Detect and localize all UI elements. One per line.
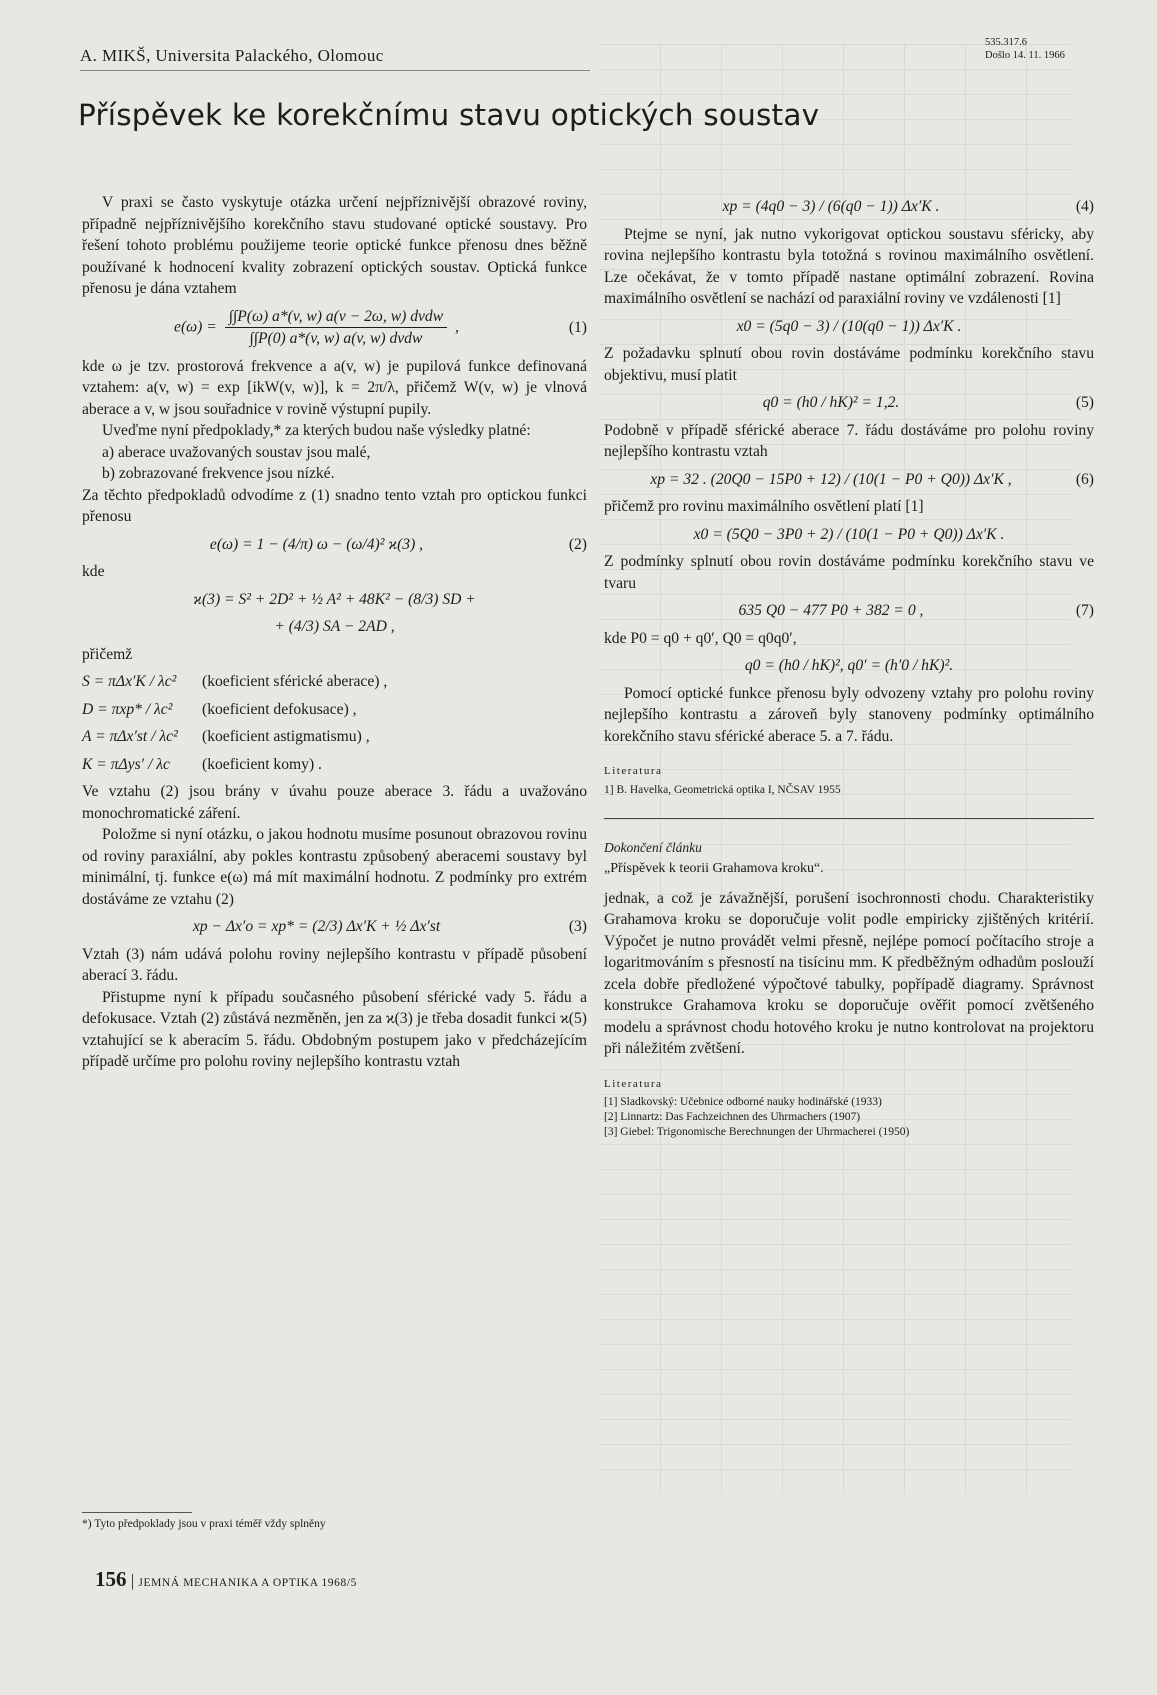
- equation-x0: [604, 316, 1094, 338]
- eq4-number: (4): [1075, 198, 1094, 215]
- definition-row: [82, 699, 587, 721]
- equation-5: [604, 392, 1094, 414]
- paragraph: Za těchto předpokladů odvodíme z (1) snadno tento vztah pro optickou funkci přenosu: [82, 486, 587, 525]
- journal-name: JEMNÁ MECHANIKA A OPTIKA 1968/5: [138, 1577, 357, 1589]
- eq3-body: xp − Δx′o = xp* = (2/3) Δx′K + ½ Δx′st: [192, 918, 441, 935]
- eq2-number: (2): [568, 535, 587, 553]
- references-heading: Literatura: [604, 765, 663, 777]
- equation-4: [604, 196, 1094, 218]
- header-rule: [80, 70, 590, 71]
- definition-row: [82, 726, 587, 748]
- eq1-numerator: ∫∫P(ω) a*(v, w) a(v − 2ω, w) dvdw: [225, 306, 447, 329]
- article-title: Příspěvek ke korekčnímu stavu optických soustav: [78, 98, 820, 132]
- paragraph: kde ω je tzv. prostorová frekvence a a(v, w) je pupilová funkce definovaná vztahem: a(v, w) = exp [ikW(v, w)], k = 2π/λ, přičemž W(v, w) je vlnová aberace a v, w jsou souřadnice v rovině výstupní pupily.: [82, 357, 587, 418]
- paragraph: Z podmínky splnutí obou rovin dostáváme podmínku korekčního stavu ve tvaru: [604, 553, 1094, 592]
- eq5-number: (5): [1075, 394, 1094, 411]
- equation-2: [82, 534, 587, 556]
- kde-label: kde: [82, 563, 105, 580]
- equation-1: [82, 306, 587, 350]
- definition-row: [82, 671, 587, 693]
- equation-7: [604, 600, 1094, 622]
- definition-text: (koeficient sférické aberace) ,: [202, 673, 388, 690]
- reference-item: [3] Giebel: Trigonomische Berechnungen der Uhrmacherei (1950): [604, 1126, 910, 1138]
- paragraph: přičemž pro rovinu maximálního osvětlení platí [1]: [604, 498, 924, 515]
- q0-body: q0 = (h0 / hK)², q0′ = (h′0 / hK)².: [744, 657, 954, 674]
- paragraph: Ptejme se nyní, jak nutno vykorigovat optickou soustavu sféricky, aby rovina nejlepšího kontrastu byla totožná s rovinou maximálního osvětlení. Lze očekávat, že v tomto případě nastane optimální zobrazení. Rovina maximálního osvětlení se nachází od paraxiální roviny ve vzdálenosti [1]: [604, 225, 1094, 307]
- definition-formula: K = πΔys′ / λc: [82, 755, 170, 773]
- eq6-number: (6): [1075, 470, 1094, 488]
- continuation-title: „Příspěvek k teorii Grahamova kroku“.: [604, 861, 824, 876]
- paragraph: Podobně v případě sférické aberace 7. řádu dostáváme pro polohu roviny nejlepšího kontrastu vztah: [604, 421, 1094, 460]
- paragraph: Uveďme nyní předpoklady,* za kterých budou naše výsledky platné:: [102, 422, 531, 439]
- definition-formula: A = πΔx′st / λc²: [82, 728, 178, 745]
- list-item: a) aberace uvažovaných soustav jsou malé,: [102, 443, 371, 461]
- eq1-lhs: e(ω) =: [174, 318, 217, 336]
- equation-3: [82, 916, 587, 938]
- definition-formula: D = πxp* / λc²: [82, 700, 173, 718]
- received-date: Došlo 14. 11. 1966: [985, 50, 1065, 61]
- list-item: b) zobrazované frekvence jsou nízké.: [102, 465, 335, 482]
- continuation-heading: Dokončení článku: [604, 839, 702, 855]
- eq3-number: (3): [568, 918, 587, 935]
- page-number: 156: [95, 1567, 127, 1591]
- footer-divider: |: [130, 1571, 139, 1590]
- reference-item: 1] B. Havelka, Geometrická optika I, NČSAV 1955: [604, 783, 841, 796]
- paragraph: Pomocí optické funkce přenosu byly odvozeny vztahy pro polohu roviny nejlepšího kontrastu a zároveň byly stanoveny podmínky optimálního korekčního stavu sférické aberace 5. a 7. řádu.: [604, 684, 1094, 745]
- equation-x0-7: [604, 524, 1094, 546]
- eq1-denominator: ∫∫P(0) a*(v, w) a(v, w) dvdw: [249, 330, 423, 347]
- paragraph: kde P0 = q0 + q0′, Q0 = q0q0′,: [604, 629, 797, 647]
- x0b-body: x0 = (5Q0 − 3P0 + 2) / (10(1 − P0 + Q0)) Δx′K .: [693, 525, 1005, 543]
- reference-item: [1] Sladkovský: Učebnice odborné nauky hodinářské (1933): [604, 1096, 882, 1108]
- eq1-fraction: [225, 306, 447, 350]
- equation-kappa3-line2: [82, 616, 587, 638]
- equation-q0: [604, 655, 1094, 677]
- x0-body: x0 = (5q0 − 3) / (10(q0 − 1)) Δx′K .: [736, 317, 962, 335]
- definition-formula: S = πΔx′K / λc²: [82, 673, 177, 690]
- paragraph: Vztah (3) nám udává polohu roviny nejlepšího kontrastu v případě působení aberací 3. řádu.: [82, 945, 587, 984]
- page-footer: [95, 1567, 357, 1592]
- eq2-body: e(ω) = 1 − (4/π) ω − (ω/4)² ϰ(3) ,: [209, 535, 424, 553]
- continuation-body: jednak, a což je závažnější, porušení isochronnosti chodu. Charakteristiky Grahamova kroku se doporučuje volit podle empiricky zjištěných kritérií. Výpočet je nutno provádět velmi přesně, nejlépe pomocí počítacího stroje a logaritmováním s přesností na tisícinu mm. K předběžným odhadům poslouží zcela dobře předložené výpočtové tabulky, popřípadě diagramy. Správnost konstrukce Grahamova kroku se doporučuje ověřit pomocí zvětšeného modelu a správnost chodu hotového kroku je nutno kontrolovat na projektoru při náležitém zvětšení.: [604, 889, 1094, 1057]
- paragraph: Z požadavku splnutí obou rovin dostáváme podmínku korekčního stavu objektivu, musí platit: [604, 345, 1094, 384]
- udc-code: 535.317.6: [985, 37, 1027, 48]
- equation-6: [604, 469, 1094, 491]
- eq7-number: (7): [1075, 602, 1094, 619]
- eq1-number: (1): [568, 318, 587, 336]
- footnote: *) Tyto předpoklady jsou v praxi téměř vždy splněny: [82, 1518, 326, 1530]
- kappa3-line2: + (4/3) SA − 2AD ,: [274, 618, 395, 635]
- paragraph: V praxi se často vyskytuje otázka určení nejpříznivější obrazové roviny, případně nejpříznivějšího korekčního stavu studované optické soustavy. Pro řešení tohoto problému použijeme teorie optické funkce přenosu dnes běžně používané k hodnocení kvality zobrazení optických soustav. Optická funkce přenosu je dána vztahem: [82, 194, 587, 297]
- reference-item: [2] Linnartz: Das Fachzeichnen des Uhrmachers (1907): [604, 1111, 861, 1123]
- paragraph: Ve vztahu (2) jsou brány v úvahu pouze aberace 3. řádu a uvažováno monochromatické záření.: [82, 783, 587, 822]
- definition-text: (koeficient defokusace) ,: [202, 700, 357, 718]
- eq6-body: xp = 32 . (20Q0 − 15P0 + 12) / (10(1 − P0 + Q0)) Δx′K ,: [650, 470, 1012, 488]
- eq5-body: q0 = (h0 / hK)² = 1,2.: [762, 394, 900, 411]
- definition-row: [82, 754, 587, 776]
- right-column: [604, 190, 1094, 1140]
- equation-kappa3-line1: [82, 589, 587, 611]
- left-column: [82, 192, 587, 1073]
- references-heading: Literatura: [604, 1077, 663, 1090]
- eq4-body: xp = (4q0 − 3) / (6(q0 − 1)) Δx′K .: [722, 198, 940, 215]
- kappa3-line1: ϰ(3) = S² + 2D² + ½ A² + 48K² − (8/3) SD +: [193, 590, 476, 608]
- paragraph: Položme si nyní otázku, o jakou hodnotu musíme posunout obrazovou rovinu od roviny paraxiální, aby pokles kontrastu způsobený aberacemi soustavy byl minimální, tj. funkce e(ω) má mít maximální hodnotu. Z podmínky pro extrém dostáváme ze vztahu (2): [82, 826, 587, 908]
- eq7-body: 635 Q0 − 477 P0 + 382 = 0 ,: [738, 602, 924, 619]
- header-codes: [985, 36, 1065, 62]
- section-separator: [604, 818, 1094, 819]
- definition-text: (koeficient astigmatismu) ,: [202, 728, 370, 745]
- footnote-rule: [82, 1512, 192, 1513]
- eq1-tail: ,: [455, 318, 459, 336]
- paragraph: Přistupme nyní k případu současného působení sférické vady 5. řádu a defokusace. Vztah (2) zůstává nezměněn, jen za ϰ(3) je třeba dosadit funkci ϰ(5) vztahující se k aberacím 5. řádu. Obdobným postupem jako v předcházejícím případě určíme pro polohu roviny nejlepšího kontrastu vztah: [82, 988, 587, 1070]
- pricemz-label: přičemž: [82, 645, 133, 663]
- author-affiliation: A. MIKŠ, Universita Palackého, Olomouc: [80, 46, 384, 65]
- definition-text: (koeficient komy) .: [202, 755, 322, 773]
